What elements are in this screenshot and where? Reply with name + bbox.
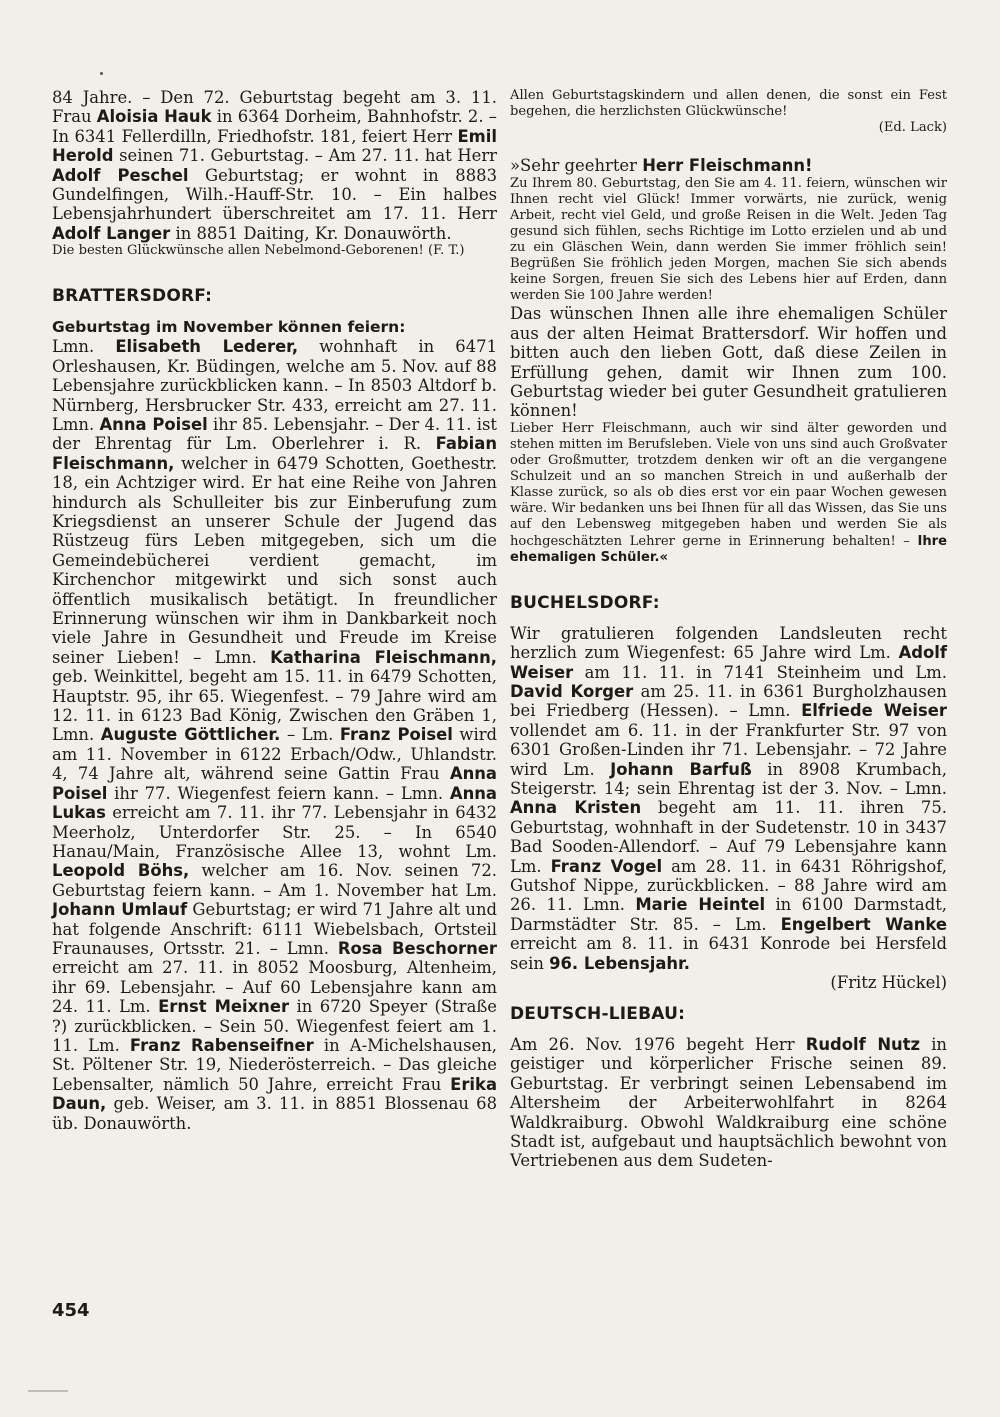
scan-smudge bbox=[28, 1390, 68, 1392]
section-heading-deutsch-liebau: DEUTSCH-LIEBAU: bbox=[510, 1004, 686, 1025]
bold-name: Adolf Peschel bbox=[52, 165, 189, 185]
section-subheading: Geburtstag im November können feiern: bbox=[52, 318, 406, 337]
bold-name: Rudolf Nutz bbox=[805, 1035, 921, 1055]
greeting-note: Die besten Glückwünsche allen Nebelmond-Geborenen! (F. T.) bbox=[52, 243, 465, 259]
bold-name: Elisabeth Lederer, bbox=[115, 337, 299, 357]
bold-name: Herr Fleischmann! bbox=[642, 156, 813, 176]
letter-wish: Das wünschen Ihnen alle ihre ehemaligen Schüler aus der alten Heimat Brattersdorf. Wir hoffen und bitten auch den lieben Gott, daß diese Zeilen in Erfüllung gehen, damit wir Ihnen zum 100. Geburtstag wieder bei guter Gesundheit gratulieren können! bbox=[510, 304, 947, 421]
right-column bbox=[510, 88, 947, 1171]
bold-name: Anna Lukas bbox=[52, 783, 497, 823]
bold-name: Franz Rabenseifner bbox=[129, 1035, 314, 1055]
bold-name: Franz Vogel bbox=[550, 856, 663, 876]
section-heading-buchelsdorf: BUCHELSDORF: bbox=[510, 592, 660, 613]
intro-paragraph: 84 Jahre. – Den 72. Geburtstag begeht am 3. 11. Frau Aloisia Hauk in 6364 Dorheim, Bahnhofstr. 2. – In 6341 Fellerdilln, Friedhofstr. 181, feiert Herr Emil Herold seinen 71. Geburtstag. – Am 27. 11. hat Herr Adolf Peschel Geburtstag; er wohnt in 8883 Gundelfingen, Wilh.-Hauff-Str. 10. – Ein halbes Lebensjahrhundert überschreitet am 17. 11. Herr Adolf Langer in 8851 Daiting, Kr. Donauwörth. bbox=[52, 88, 497, 243]
letter-closing: Lieber Herr Fleischmann, auch wir sind älter geworden und stehen mitten im Berufsleben. Viele von uns sind auch Großvater oder Großmutter, trotzdem denken wir oft an die vergangene Schulzeit und an so manchen Streich in und außerhalb der Klasse zurück, so als ob dies erst vor ein paar Wochen gewesen wäre. Wir bedanken uns bei Ihnen für all das Wissen, das Sie uns auf den Lebensweg mitgegeben haben und werden Sie als hochgeschätzten Lehrer gerne in Erinnerung behalten! – Ihre ehemaligen Schüler.« bbox=[510, 420, 947, 565]
greeting-paragraph: Allen Geburtstagskindern und allen denen, die sonst ein Fest begehen, die herzlichsten Glückwünsche! bbox=[510, 88, 947, 120]
bold-name: Anna Poisel bbox=[99, 414, 208, 434]
bold-name: Ernst Meixner bbox=[158, 997, 290, 1017]
bold-name: Elfriede Weiser bbox=[801, 701, 947, 721]
bold-name: Rosa Beschorner bbox=[337, 938, 497, 958]
left-column bbox=[52, 88, 497, 1133]
letter-body: Zu Ihrem 80. Geburtstag, den Sie am 4. 11. feiern, wünschen wir Ihnen recht viel Glück! Immer vorwärts, nie zurück, wenig Arbeit, recht viel Geld, und große Reisen in die Welt. Jeden Tag gesund sich fühlen, sechs Richtige im Lotto erzielen und ab und zu ein Gläschen Wein, dann werden Sie immer fröhlich sein! Begrüßen Sie fröhlich jeden Morgen, machen Sie sich abends keine Sorgen, freuen Sie sich des Lebens hier auf Erden, dann werden Sie 100 Jahre werden! bbox=[510, 175, 947, 304]
brattersdorf-paragraph: Lmn. Elisabeth Lederer, wohnhaft in 6471 Orleshausen, Kr. Büdingen, welche am 5. Nov. auf 88 Lebensjahre zurückblicken kann. – In 8503 Altdorf b. Nürnberg, Hersbrucker Str. 433, erreicht am 27. 11. Lmn. Anna Poisel ihr 85. Lebensjahr. – Der 4. 11. ist der Ehrentag für Lm. Oberlehrer i. R. Fabian Fleischmann, welcher in 6479 Schotten, Goethestr. 18, ein Achtziger wird. Er hat eine Reihe von Jahren hindurch als Schulleiter bis zur Einberufung zum Kriegsdienst an unserer Schule der Jugend das Rüstzeug fürs Leben mitgegeben, sich um die Gemeindebücherei verdient gemacht, im Kirchenchor mitgewirkt und sich sonst auch öffentlich musikalisch betätigt. In freundlicher Erinnerung wünschen wir ihm in Dankbarkeit noch viele Jahre in Gesundheit und Freude im Kreise seiner Lieben! – Lmn. Katharina Fleischmann, geb. Weinkittel, begeht am 15. 11. in 6479 Schotten, Hauptstr. 95, ihr 65. Wiegenfest. – 79 Jahre wird am 12. 11. in 6123 Bad König, Zwischen den Gräben 1, Lmn. Auguste Göttlicher. – Lm. Franz Poisel wird am 11. November in 6122 Erbach/Odw., Uhlandstr. 4, 74 Jahre alt, während seine Gattin Frau Anna Poisel ihr 77. Wiegenfest feiern kann. – Lmn. Anna Lukas erreicht am 7. 11. ihr 77. Lebensjahr in 6432 Meerholz, Unterdorfer Str. 25. – In 6540 Hanau/Main, Französische Allee 13, wohnt Lm. Leopold Böhs, welcher am 16. Nov. seinen 72. Geburtstag feiern kann. – Am 1. November hat Lm. Johann Umlauf Geburtstag; er wird 71 Jahre alt und hat folgende Anschrift: 6111 Wiebelsbach, Ortsteil Fraunauses, Ortsstr. 21. – Lmn. Rosa Beschorner erreicht am 27. 11. in 8052 Moosburg, Altenheim, ihr 69. Lebensjahr. – Auf 60 Lebensjahre kann am 24. 11. Lm. Ernst Meixner in 6720 Speyer (Straße ?) zurückblicken. – Sein 50. Wiegenfest feiert am 1. 11. Lm. Franz Rabenseifner in A-Michelshausen, St. Pöltener Str. 19, Niederösterreich. – Das gleiche Lebensalter, nämlich 50 Jahre, erreicht Frau Erika Daun, geb. Weiser, am 3. 11. in 8851 Blossenau 68 üb. Donauwörth. bbox=[52, 337, 498, 1133]
letter-salutation: »Sehr geehrter Herr Fleischmann! bbox=[510, 156, 813, 176]
bold-name: Aloisia Hauk bbox=[96, 107, 212, 127]
bold-name: Ihre ehemaligen Schüler.« bbox=[510, 533, 947, 565]
deutsch-liebau-paragraph: Am 26. Nov. 1976 begeht Herr Rudolf Nutz in geistiger und körperlicher Frische seinen 89. Geburtstag. Er verbringt seinen Lebensabend im Altersheim der Arbeiterwohlfahrt in 8264 Waldkraiburg. Obwohl Waldkraiburg eine schöne Stadt ist, aufgebaut und hauptsächlich bewohnt von Vertriebenen aus dem Sudeten- bbox=[510, 1035, 947, 1171]
bold-name: Engelbert Wanke bbox=[780, 914, 948, 934]
bold-name: Adolf Weiser bbox=[510, 643, 947, 682]
bold-name: Fabian Fleischmann, bbox=[52, 434, 497, 473]
bold-name: Marie Heintel bbox=[635, 895, 766, 915]
signature-fritz-hueckel: (Fritz Hückel) bbox=[830, 973, 947, 993]
bold-name: Leopold Böhs, bbox=[52, 861, 190, 881]
signature-ed-lack: (Ed. Lack) bbox=[878, 120, 947, 136]
bold-name: Anna Kristen bbox=[510, 798, 642, 818]
bold-name: Erika Daun, bbox=[52, 1074, 497, 1114]
buchelsdorf-paragraph: Wir gratulieren folgenden Landsleuten recht herzlich zum Wiegenfest: 65 Jahre wird Lm. Adolf Weiser am 11. 11. in 7141 Steinheim und Lm. David Korger am 25. 11. in 6361 Burgholzhausen bei Friedberg (Hessen). – Lmn. Elfriede Weiser vollendet am 6. 11. in der Frankfurter Str. 97 von 6301 Großen-Linden ihr 71. Lebensjahr. – 72 Jahre wird Lm. Johann Barfuß in 8908 Krumbach, Steigerstr. 14; sein Ehrentag ist der 3. Nov. – Lmn. Anna Kristen begeht am 11. 11. ihren 75. Geburtstag, wohnhaft in der Sudetenstr. 10 in 3437 Bad Sooden-Allendorf. – Auf 79 Lebensjahre kann Lm. Franz Vogel am 28. 11. in 6431 Röhrigshof, Gutshof Nippe, zurückblicken. – 88 Jahre wird am 26. 11. Lmn. Marie Heintel in 6100 Darmstadt, Darmstädter Str. 85. – Lm. Engelbert Wanke erreicht am 8. 11. in 6431 Konrode bei Hersfeld sein 96. Lebensjahr. bbox=[510, 623, 948, 973]
bold-name: Franz Poisel bbox=[339, 725, 453, 745]
bold-name: Katharina Fleischmann, bbox=[270, 647, 497, 667]
section-heading-brattersdorf: BRATTERSDORF: bbox=[52, 286, 213, 307]
bold-name: Emil Herold bbox=[52, 126, 497, 166]
bold-name: Johann Umlauf bbox=[52, 900, 188, 920]
bold-name: David Korger bbox=[510, 681, 634, 701]
bold-name: Anna Poisel bbox=[52, 764, 497, 803]
bold-name: Johann Barfuß bbox=[610, 759, 752, 779]
bold-name: Adolf Langer bbox=[52, 223, 171, 243]
bold-name: 96. Lebensjahr. bbox=[549, 953, 691, 973]
bold-name: Auguste Göttlicher. bbox=[100, 725, 281, 745]
page-number: 454 bbox=[52, 1300, 90, 1321]
speck-mark bbox=[100, 72, 103, 75]
